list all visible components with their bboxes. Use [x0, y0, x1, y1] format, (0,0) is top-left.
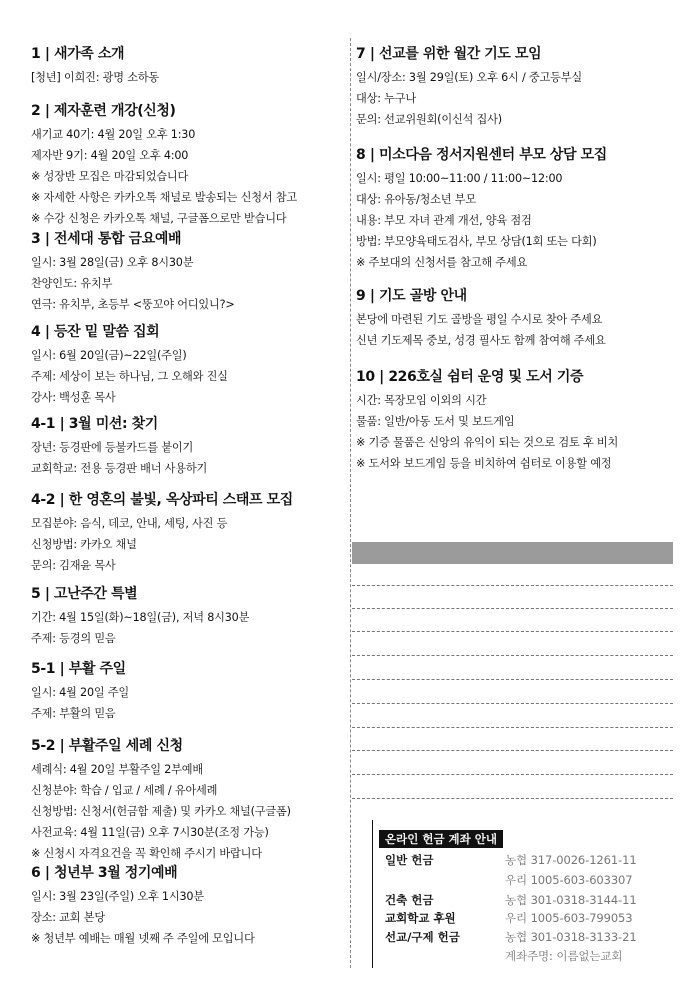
section-line: ※ 도서와 보드게임 등을 비치하여 쉼터로 이용할 예정 [356, 457, 612, 470]
section-line: 교회학교: 전용 등경판 배너 사용하기 [31, 462, 208, 475]
account-number: 농협 301-0318-3144-11 [505, 893, 637, 907]
account-number: 우리 1005-603-603307 [505, 873, 633, 887]
section-line: 신청방법: 카카오 채널 [31, 538, 137, 551]
section-title: 6 | 청년부 3월 정기예배 [31, 865, 178, 881]
account-label: 일반 헌금 [385, 853, 434, 867]
section-line: 세례식: 4월 20일 부활주일 2부예배 [31, 763, 203, 776]
section-line: 대상: 누구나 [356, 92, 416, 105]
section-title: 2 | 제자훈련 개강(신청) [31, 103, 176, 119]
section-line: 모집분야: 음식, 데코, 안내, 세팅, 사진 등 [31, 517, 228, 530]
section-title: 4 | 등잔 밑 말씀 집회 [31, 324, 160, 340]
section-line: 연극: 유치부, 초등부 <뚱꼬야 어디있니?> [31, 298, 235, 311]
section-line: 일시: 6월 20일(금)~22일(주일) [31, 349, 187, 362]
account-label: 교회학교 후원 [385, 911, 456, 925]
section-10 [356, 367, 676, 474]
section-line: 강사: 백성훈 목사 [31, 391, 116, 404]
account-row [385, 850, 670, 870]
section-title: 5-2 | 부활주일 세례 신청 [31, 738, 183, 754]
account-row [385, 927, 670, 947]
note-line [352, 727, 673, 728]
offering-account-box [372, 820, 673, 968]
section-4 [31, 322, 347, 408]
section-line: 주제: 세상이 보는 하나님, 그 오해와 진실 [31, 370, 228, 383]
section-line: 시간: 목장모임 이외의 시간 [356, 394, 487, 407]
account-label: 선교/구제 헌금 [385, 930, 460, 944]
section-line: ※ 성장반 모집은 마감되었습니다 [31, 170, 189, 183]
section-title: 4-2 | 한 영혼의 불빛, 옥상파티 스태프 모집 [31, 492, 293, 508]
section-4-1 [31, 414, 347, 479]
notes-header-bar [352, 542, 673, 564]
section-7 [356, 44, 676, 130]
section-title: 5 | 고난주간 특별 [31, 586, 138, 602]
section-title: 1 | 새가족 소개 [31, 46, 125, 62]
note-line [352, 631, 673, 632]
section-line: 장소: 교회 본당 [31, 911, 105, 924]
section-line: 새기교 40기: 4월 20일 오후 1:30 [31, 128, 196, 141]
note-line [352, 679, 673, 680]
section-line: ※ 신청시 자격요건을 꼭 확인해 주시기 바랍니다 [31, 847, 262, 860]
section-line: 문의: 선교위원회(이신석 집사) [356, 113, 502, 126]
section-2 [31, 101, 347, 229]
section-line: 대상: 유아동/청소년 부모 [356, 193, 476, 206]
note-line [352, 655, 673, 656]
section-line: 기간: 4월 15일(화)~18일(금), 저녁 8시30분 [31, 611, 250, 624]
note-line [352, 798, 673, 799]
account-label: 건축 헌금 [385, 893, 434, 907]
account-row [385, 946, 670, 966]
section-line: ※ 기증 물품은 신앙의 유익이 되는 것으로 검토 후 비치 [356, 436, 619, 449]
section-line: 사전교육: 4월 11일(금) 오후 7시30분(조정 가능) [31, 826, 269, 839]
note-line [352, 750, 673, 751]
section-line: 제자반 9기: 4월 20일 오후 4:00 [31, 149, 189, 162]
section-5-2 [31, 736, 347, 864]
section-title: 8 | 미소다음 정서지원센터 부모 상담 모집 [356, 147, 607, 163]
section-line: 신청방법: 신청서(헌금함 제출) 및 카카오 채널(구글폼) [31, 805, 291, 818]
section-line: ※ 주보대의 신청서를 참고해 주세요 [356, 256, 528, 269]
offering-account-title: 온라인 헌금 계좌 안내 [379, 830, 503, 848]
section-line: ※ 자세한 사항은 카카오톡 채널로 발송되는 신청서 참고 [31, 191, 298, 204]
section-line: 장년: 등경판에 등불카드를 붙이기 [31, 441, 194, 454]
section-line: 본당에 마련된 기도 골방을 평일 수시로 찾아 주세요 [356, 313, 603, 326]
section-line: ※ 청년부 예배는 매월 넷째 주 주일에 모입니다 [31, 932, 255, 945]
section-9 [356, 286, 676, 351]
column-divider [350, 38, 351, 968]
section-5-1 [31, 659, 347, 724]
account-number: 농협 301-0318-3133-21 [505, 930, 637, 944]
section-title: 7 | 선교를 위한 월간 기도 모임 [356, 46, 542, 62]
section-line: [청년] 이희진: 광명 소하동 [31, 71, 160, 84]
section-line: 일시: 4월 20일 주일 [31, 686, 130, 699]
section-8 [356, 145, 676, 273]
account-row [385, 870, 670, 890]
section-line: 일시: 평일 10:00~11:00 / 11:00~12:00 [356, 172, 563, 185]
account-number: 우리 1005-603-799053 [505, 911, 633, 925]
section-line: 신청분야: 학습 / 입교 / 세례 / 유아세례 [31, 784, 218, 797]
section-line: 일시: 3월 28일(금) 오후 8시30분 [31, 256, 194, 269]
section-line: 방법: 부모양육태도검사, 부모 상담(1회 또는 다회) [356, 235, 597, 248]
note-line [352, 703, 673, 704]
account-row [385, 890, 670, 910]
section-title: 9 | 기도 골방 안내 [356, 288, 467, 304]
section-line: 주제: 부활의 믿음 [31, 707, 116, 720]
section-line: 찬양인도: 유치부 [31, 277, 113, 290]
section-line: 주제: 등경의 믿음 [31, 632, 116, 645]
note-line [352, 585, 673, 586]
section-5 [31, 584, 347, 649]
account-row [385, 908, 670, 928]
account-number: 농협 317-0026-1261-11 [505, 853, 637, 867]
section-line: 물품: 일반/아동 도서 및 보드게임 [356, 415, 515, 428]
section-line: ※ 수강 신청은 카카오톡 채널, 구글폼으로만 받습니다 [31, 212, 287, 225]
section-title: 5-1 | 부활 주일 [31, 661, 126, 677]
section-title: 4-1 | 3월 미션: 찾기 [31, 416, 158, 432]
section-title: 10 | 226호실 쉼터 운영 및 도서 기증 [356, 369, 584, 385]
section-6 [31, 863, 347, 949]
section-line: 일시/장소: 3월 29일(토) 오후 6시 / 중고등부실 [356, 71, 582, 84]
section-1 [31, 44, 347, 88]
section-line: 문의: 김재윤 목사 [31, 559, 116, 572]
note-line [352, 774, 673, 775]
section-3 [31, 229, 347, 315]
note-line [352, 608, 673, 609]
section-line: 일시: 3월 23일(주일) 오후 1시30분 [31, 890, 204, 903]
section-title: 3 | 전세대 통합 금요예배 [31, 231, 182, 247]
section-line: 신년 기도제목 중보, 성경 필사도 함께 참여해 주세요 [356, 334, 606, 347]
account-holder: 계좌주명: 이름없는교회 [505, 949, 623, 963]
section-4-2 [31, 490, 347, 576]
section-line: 내용: 부모 자녀 관계 개선, 양육 점검 [356, 214, 532, 227]
